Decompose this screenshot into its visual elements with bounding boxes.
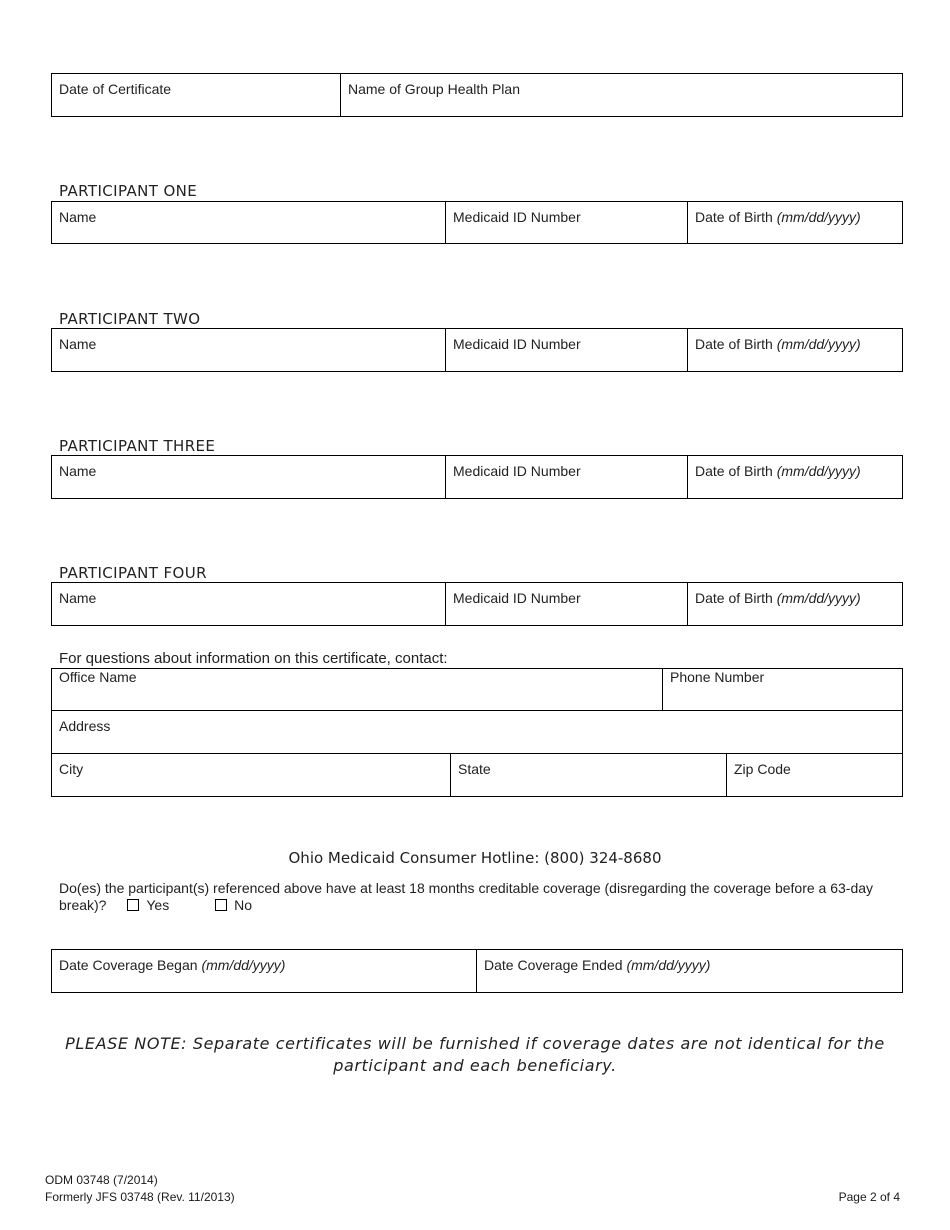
date-of-certificate-label: Date of Certificate (59, 81, 172, 97)
address-field[interactable] (51, 710, 903, 753)
participant-four-dob-field[interactable] (687, 582, 903, 626)
participant-one-medicaid-label: Medicaid ID Number (453, 209, 581, 225)
participant-two-name-label: Name (59, 336, 97, 352)
participant-four-name-label: Name (59, 590, 97, 606)
page-number: Page 2 of 4 (838, 1190, 900, 1204)
participant-one-heading: PARTICIPANT ONE (59, 182, 198, 200)
formerly-form-id: Formerly JFS 03748 (Rev. 11/2013) (45, 1190, 235, 1204)
form-id: ODM 03748 (7/2014) (45, 1173, 158, 1187)
office-name-label: Office Name (59, 669, 137, 685)
participant-four-heading: PARTICIPANT FOUR (59, 564, 207, 582)
coverage-ended-field[interactable] (476, 949, 903, 993)
yes-label: Yes (146, 897, 170, 913)
yes-checkbox[interactable] (127, 899, 139, 911)
date-of-certificate-field[interactable] (51, 73, 340, 117)
participant-one-dob-label: Date of Birth (695, 209, 773, 225)
participant-one-medicaid-field[interactable] (445, 201, 687, 244)
city-label: City (59, 761, 84, 777)
zip-code-label: Zip Code (734, 761, 791, 777)
phone-number-field[interactable] (662, 668, 903, 710)
no-checkbox[interactable] (215, 899, 227, 911)
participant-four-dob-label: Date of Birth (695, 590, 773, 606)
participant-one-name-label: Name (59, 209, 97, 225)
participant-two-medicaid-label: Medicaid ID Number (453, 336, 581, 352)
group-health-plan-label: Name of Group Health Plan (348, 81, 520, 97)
participant-two-heading: PARTICIPANT TWO (59, 310, 201, 328)
participant-four-dob-hint: (mm/dd/yyyy) (776, 590, 861, 606)
participant-two-dob-field[interactable] (687, 328, 903, 372)
participant-four-name-field[interactable] (51, 582, 445, 626)
please-note-line-2: participant and each beneficiary. (333, 1056, 617, 1075)
coverage-ended-hint: (mm/dd/yyyy) (626, 957, 711, 973)
yes-option[interactable] (127, 897, 173, 913)
office-name-field[interactable] (51, 668, 662, 710)
zip-code-field[interactable] (726, 753, 903, 797)
participant-two-name-field[interactable] (51, 328, 445, 372)
participant-two-dob-hint: (mm/dd/yyyy) (776, 336, 861, 352)
question-line-2-text: break)? (59, 897, 107, 913)
participant-four-medicaid-label: Medicaid ID Number (453, 590, 581, 606)
city-field[interactable] (51, 753, 450, 797)
state-field[interactable] (450, 753, 726, 797)
participant-one-dob-field[interactable] (687, 201, 903, 244)
coverage-began-field[interactable] (51, 949, 476, 993)
consumer-hotline: Ohio Medicaid Consumer Hotline: (800) 324-8680 (288, 849, 662, 867)
participant-three-name-label: Name (59, 463, 97, 479)
group-health-plan-field[interactable] (340, 73, 903, 117)
participant-three-medicaid-label: Medicaid ID Number (453, 463, 581, 479)
participant-three-medicaid-field[interactable] (445, 455, 687, 499)
participant-three-dob-label: Date of Birth (695, 463, 773, 479)
question-line-2 (59, 897, 873, 914)
participant-three-name-field[interactable] (51, 455, 445, 499)
state-label: State (458, 761, 491, 777)
address-label: Address (59, 718, 111, 734)
no-option[interactable] (215, 897, 252, 913)
please-note-line-1: PLEASE NOTE: Separate certificates will be furnished if coverage dates are not identical for the (65, 1034, 885, 1053)
question-line-1: Do(es) the participant(s) referenced above have at least 18 months creditable coverage (disregarding the coverage before a 63-day (59, 880, 874, 896)
phone-number-label: Phone Number (670, 669, 765, 685)
participant-three-heading: PARTICIPANT THREE (59, 437, 216, 455)
no-label: No (234, 897, 252, 913)
participant-one-name-field[interactable] (51, 201, 445, 244)
participant-two-medicaid-field[interactable] (445, 328, 687, 372)
contact-intro: For questions about information on this certificate, contact: (59, 650, 448, 667)
participant-four-medicaid-field[interactable] (445, 582, 687, 626)
creditable-coverage-question (59, 880, 873, 914)
coverage-ended-label: Date Coverage Ended (484, 957, 623, 973)
please-note (0, 1033, 950, 1077)
participant-three-dob-hint: (mm/dd/yyyy) (776, 463, 861, 479)
participant-two-dob-label: Date of Birth (695, 336, 773, 352)
coverage-began-label: Date Coverage Began (59, 957, 198, 973)
coverage-began-hint: (mm/dd/yyyy) (201, 957, 286, 973)
participant-three-dob-field[interactable] (687, 455, 903, 499)
participant-one-dob-hint: (mm/dd/yyyy) (776, 209, 861, 225)
